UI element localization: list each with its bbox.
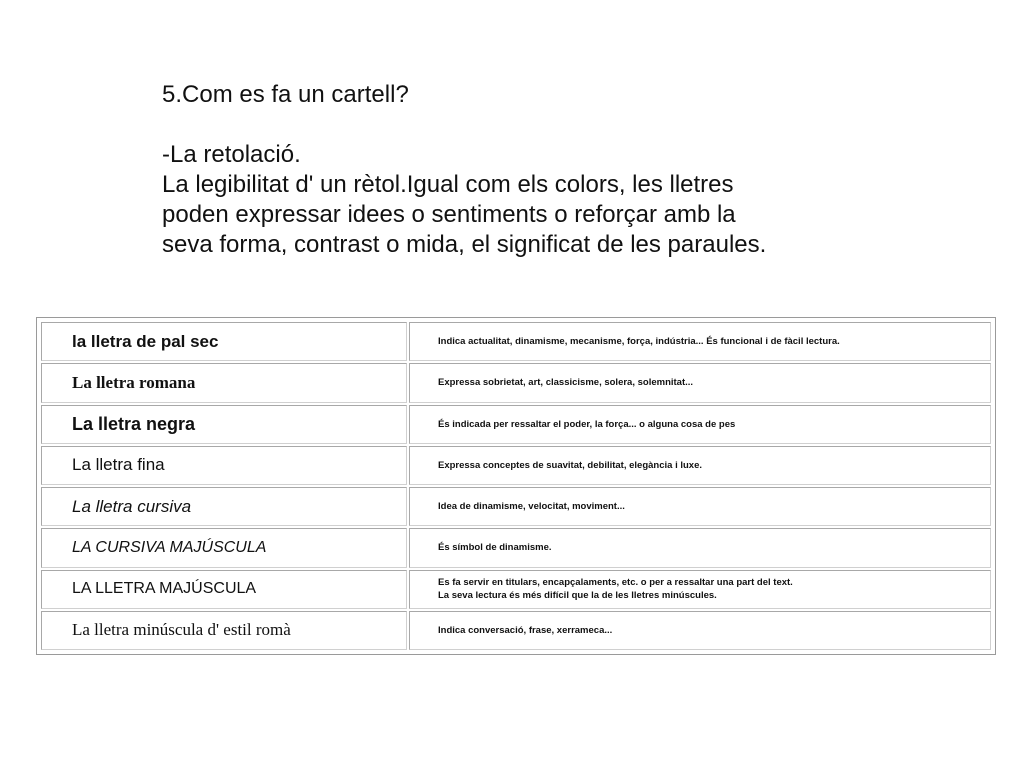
description-cell bbox=[409, 405, 991, 444]
slide-text-block bbox=[162, 80, 922, 260]
style-cell bbox=[41, 405, 407, 444]
styles-table bbox=[39, 320, 993, 652]
table-row bbox=[41, 528, 991, 567]
spacer bbox=[162, 110, 922, 140]
style-name: LA LLETRA MAJÚSCULA bbox=[72, 580, 257, 598]
style-cell bbox=[41, 363, 407, 402]
description-line: Expressa conceptes de suavitat, debilitat, elegància i luxe. bbox=[438, 459, 702, 471]
table-row bbox=[41, 405, 991, 444]
style-name: La lletra minúscula d' estil romà bbox=[72, 620, 291, 640]
description-line: Idea de dinamisme, velocitat, moviment... bbox=[438, 501, 625, 513]
description-line: És indicada per ressaltar el poder, la força... o alguna cosa de pes bbox=[438, 418, 736, 430]
description-line: És símbol de dinamisme. bbox=[438, 542, 552, 554]
lettering-styles-table bbox=[36, 317, 996, 655]
style-name: La lletra fina bbox=[72, 455, 165, 475]
paragraph-line: poden expressar idees o sentiments o reforçar amb la bbox=[162, 201, 736, 228]
style-cell bbox=[41, 487, 407, 526]
slide-title: 5.Com es fa un cartell? bbox=[162, 81, 409, 108]
table-row bbox=[41, 363, 991, 402]
style-cell bbox=[41, 611, 407, 650]
style-cell bbox=[41, 528, 407, 567]
description-line: La seva lectura és més difícil que la de les lletres minúscules. bbox=[438, 590, 717, 602]
description-line: Es fa servir en titulars, encapçalaments, etc. o per a ressaltar una part del text. bbox=[438, 577, 793, 589]
style-cell bbox=[41, 570, 407, 609]
paragraph-line: La legibilitat d' un rètol.Igual com els colors, les lletres bbox=[162, 171, 734, 198]
style-cell bbox=[41, 446, 407, 485]
table-row bbox=[41, 487, 991, 526]
description-cell bbox=[409, 570, 991, 609]
table-row bbox=[41, 570, 991, 609]
paragraph-line: seva forma, contrast o mida, el significat de les paraules. bbox=[162, 231, 767, 258]
style-name: La lletra romana bbox=[72, 372, 196, 392]
description-cell bbox=[409, 528, 991, 567]
description-cell bbox=[409, 446, 991, 485]
style-name: la lletra de pal sec bbox=[72, 331, 219, 351]
description-cell bbox=[409, 322, 991, 361]
description-cell bbox=[409, 363, 991, 402]
description-line: Indica actualitat, dinamisme, mecanisme, força, indústria... És funcional i de fàcil lectura. bbox=[438, 336, 840, 348]
description-cell bbox=[409, 487, 991, 526]
description-line: Expressa sobrietat, art, classicisme, solera, solemnitat... bbox=[438, 377, 694, 389]
style-name: La lletra cursiva bbox=[72, 496, 192, 516]
table-row bbox=[41, 611, 991, 650]
table-row bbox=[41, 446, 991, 485]
section-subtitle: -La retolació. bbox=[162, 141, 301, 168]
style-cell bbox=[41, 322, 407, 361]
style-name: LA CURSIVA MAJÚSCULA bbox=[72, 538, 267, 556]
description-line: Indica conversació, frase, xerrameca... bbox=[438, 624, 613, 636]
table-row bbox=[41, 322, 991, 361]
description-cell bbox=[409, 611, 991, 650]
style-name: La lletra negra bbox=[72, 413, 196, 434]
